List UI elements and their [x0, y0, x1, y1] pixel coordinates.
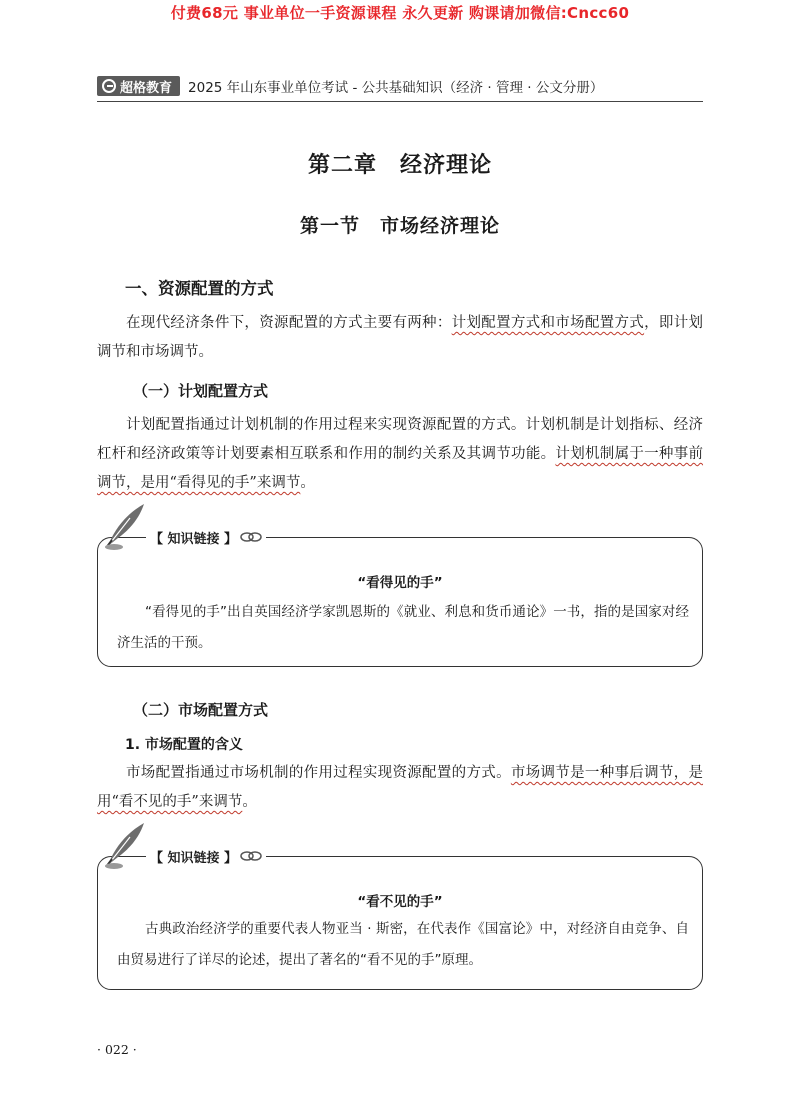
paragraph-intro-tail: ，即计划调节和市场调节。	[97, 315, 704, 360]
paragraph-intro	[97, 309, 703, 367]
chapter-title: 第二章 经济理论	[307, 153, 492, 178]
promo-banner: 付费68元 事业单位一手资源课程 永久更新 购课请加微信:Cncc60	[170, 4, 630, 22]
paragraph-market-text: 市场配置指通过市场机制的作用过程实现资源配置的方式。	[126, 765, 511, 781]
book-title: 2025 年山东事业单位考试 - 公共基础知识（经济 · 管理 · 公文分册）	[188, 80, 604, 96]
logo-text: 超格教育	[120, 80, 173, 96]
paragraph-intro-text: 在现代经济条件下，资源配置的方式主要有两种：	[126, 315, 452, 331]
heading-market-allocation: （二）市场配置方式	[133, 701, 269, 719]
heading-resource-allocation: 一、资源配置的方式	[125, 279, 274, 298]
chain-link-icon	[240, 850, 262, 862]
paragraph-plan-highlight: 计划机制属于一种事前调节，是用“看得见的手”来调节	[97, 446, 704, 491]
knowledge-tag-label: 【 知识链接 】	[150, 531, 238, 547]
logo-icon	[102, 79, 116, 93]
chain-link-icon	[240, 531, 262, 543]
brand-logo	[97, 76, 180, 96]
knowledge-box-text: “看得见的手”出自英国经济学家凯恩斯的《就业、利息和货币通论》一书，指的是国家对经济生活的干预。	[117, 604, 689, 651]
page-number: · 022 ·	[97, 1042, 137, 1057]
paragraph-intro-highlight: 计划配置方式和市场配置方式	[451, 315, 645, 331]
header-divider	[97, 101, 703, 102]
knowledge-box-title: “看得见的手”	[357, 575, 443, 591]
running-header	[97, 75, 603, 97]
heading-plan-allocation: （一）计划配置方式	[133, 382, 269, 400]
knowledge-tag-2	[146, 847, 266, 865]
quill-icon	[100, 819, 152, 871]
paragraph-market-highlight: 市场调节是一种事后调节，是用“看不见的手”来调节	[97, 765, 704, 810]
knowledge-box-title: “看不见的手”	[357, 894, 443, 910]
paragraph-plan-text: 计划配置指通过计划机制的作用过程来实现资源配置的方式。计划机制是计划指标、经济杠杆和经济政策等计划要素相互联系和作用的制约关系及其调节功能。	[97, 417, 703, 462]
knowledge-box-text: 古典政治经济学的重要代表人物亚当 · 斯密，在代表作《国富论》中，对经济自由竞争、自由贸易进行了详尽的论述，提出了著名的“看不见的手”原理。	[117, 921, 689, 968]
paragraph-market-tail: 。	[242, 794, 257, 810]
section-title: 第一节 市场经济理论	[299, 215, 500, 237]
paragraph-plan-tail: 。	[300, 475, 315, 491]
knowledge-tag-label: 【 知识链接 】	[150, 850, 238, 866]
paragraph-market	[97, 759, 703, 817]
heading-market-meaning: 1. 市场配置的含义	[125, 737, 243, 753]
paragraph-plan	[97, 411, 703, 498]
knowledge-tag-1	[146, 528, 266, 546]
quill-icon	[100, 500, 152, 552]
